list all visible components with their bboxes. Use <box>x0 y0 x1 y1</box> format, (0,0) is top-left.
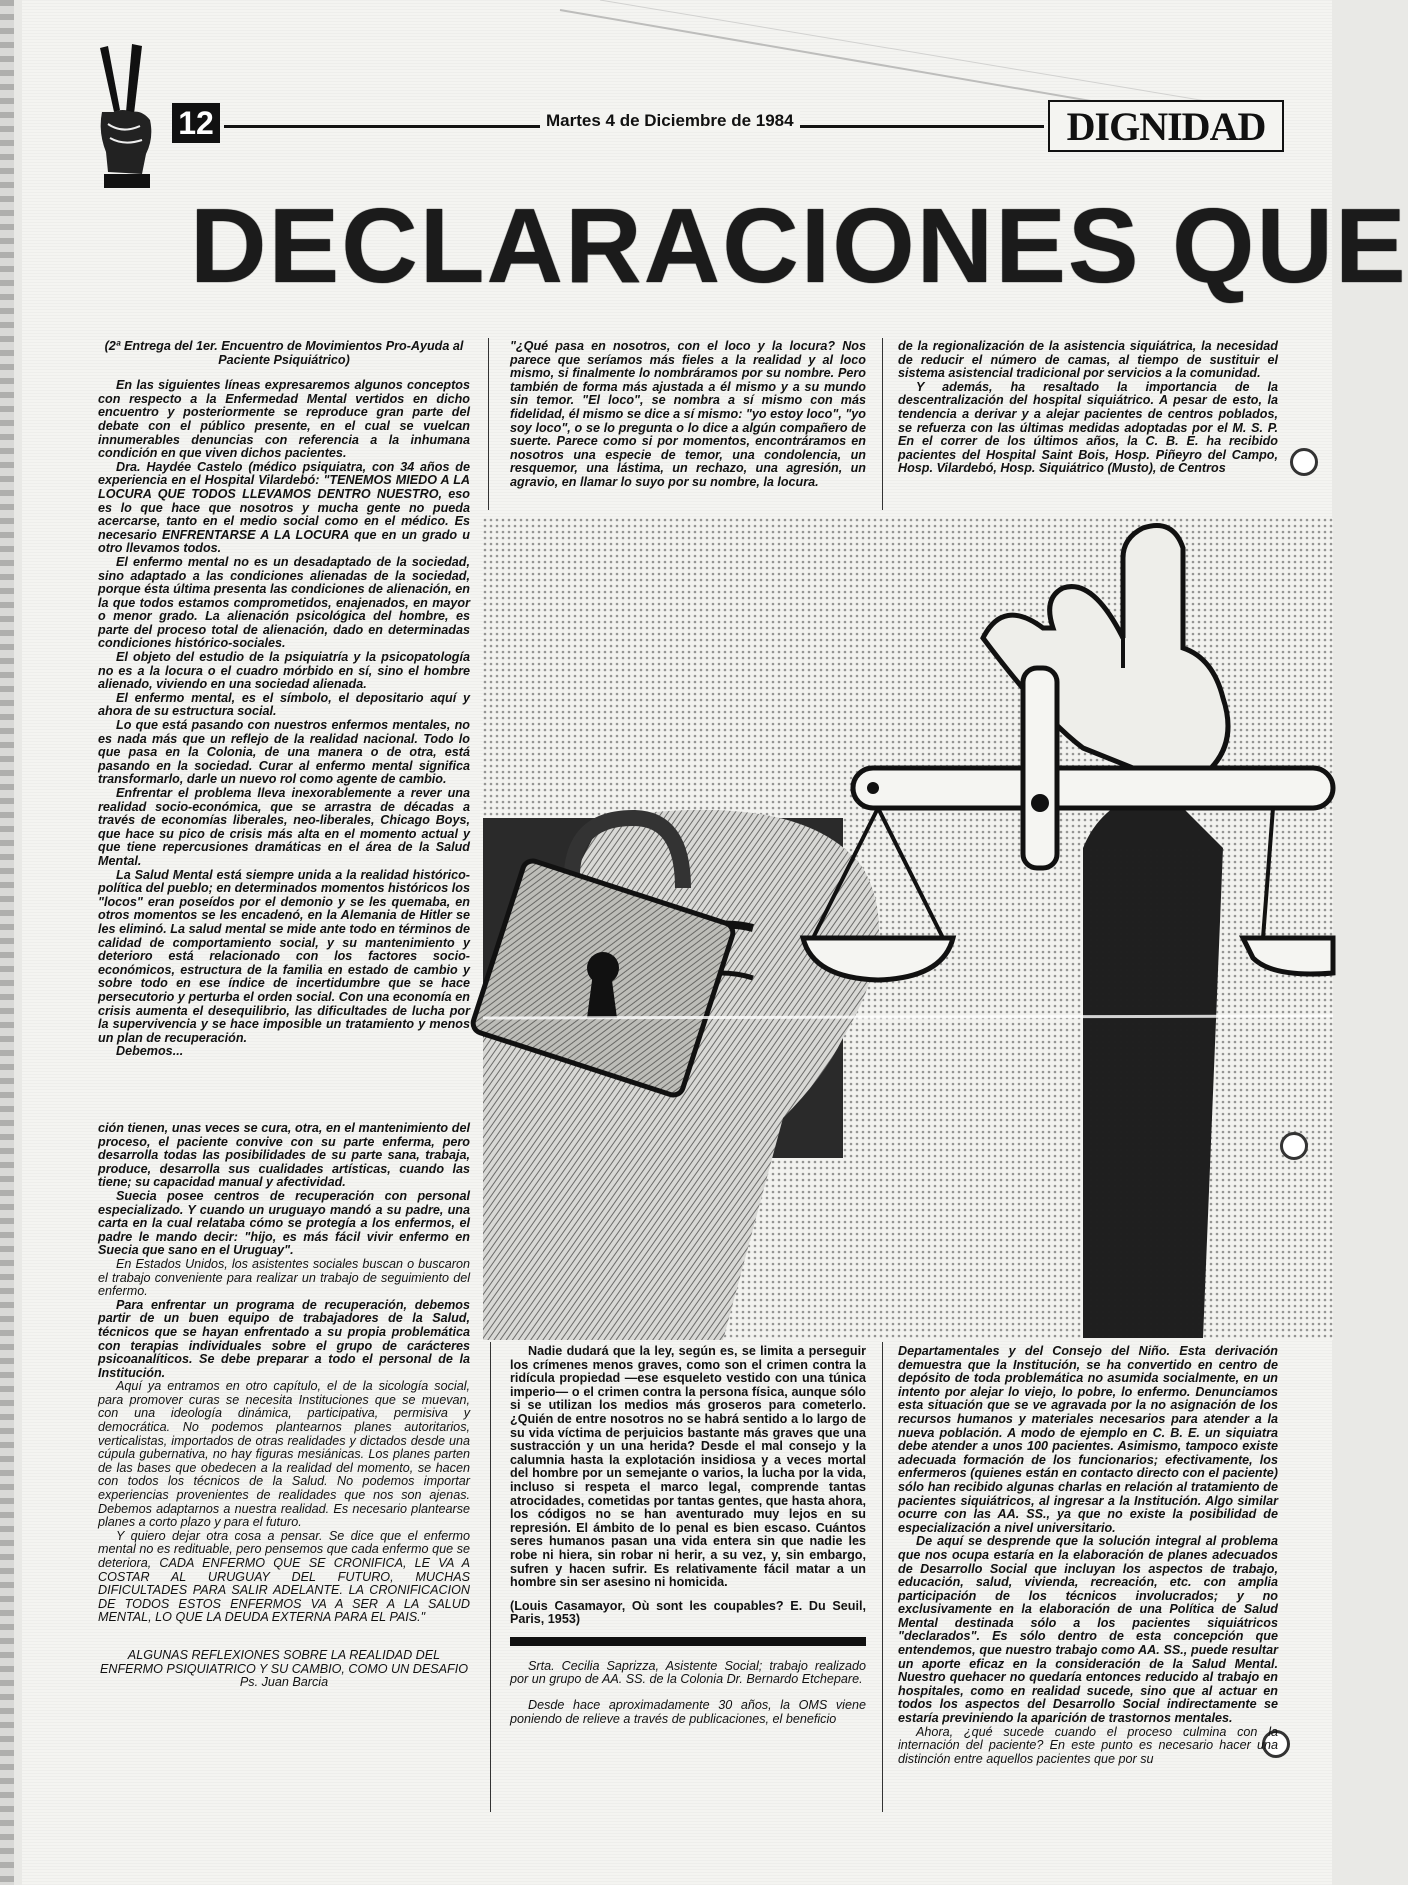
author-credit: Srta. Cecilia Saprizza, Asistente Social; trabajo realizado por un grupo de AA. SS. de la Colonia Dr. Bernardo Etchepare. <box>510 1658 866 1687</box>
column-rule <box>490 1342 491 1812</box>
article-column-1 <box>98 340 470 1130</box>
quotation-paragraph: Nadie dudará que la ley, según es, se limita a perseguir los crímenes menos graves, como son el crimen contra la ridícula propiedad —ese esqueleto vestido con una túnica imperio— o el crimen contra la persona física, aunque sólo si se utilizan los medios más groseros para cometerlo. ¿Quién de entre nosotros no se habrá sentido a lo largo de su vida víctima de perjuicios bastante más graves que una sustracción y un una herida? Desde el mal consejo y la calumnia hasta la explotación insidiosa y a veces mortal del hombre por un semejante o varios, la lucha por la vida, incluso si respeta el marco legal, comprende tantas atrocidades, cometidas por tantas gentes, que hasta ahora, los códigos no se han aventurado muy lejos en su represión. El ámbito de lo penal es bien escaso. Cuántos seres humanos pasan una vida entera sin que nadie les robe ni hiera, sin robar ni herir, a su vez, y, sin embargo, sufren y hacen sufrir. Es relativamente fácil matar a un hombre sin ser asesino ni homicida. <box>510 1344 866 1590</box>
paragraph: Departamentales y del Consejo del Niño. Esta derivación demuestra que la Institución, se ha convertido en centro de depósito de toda problemática no asumida socialmente, en un intento por alejar lo viejo, lo pobre, lo enfermo. Denunciamos esta situación que se ve agravada por la no asignación de los recursos humanos y materiales necesarios para atender a la nueva población. A modo de ejemplo en C. B. E. un siquiatra debe atender a unos 100 pacientes. Asimismo, tampoco existe adecuada formación de los funcionarios; efectivamente, los enfermeros (quienes están en contacto directo con el paciente) sólo han recibido algunas charlas en relación al tratamiento de pacientes siquiátricos, al ingresar a la Institución. Algo similar ocurre con las AA. SS., ya que no existe la posibilidad de especialización a nivel universitario. <box>898 1344 1278 1535</box>
article-column-5 <box>898 1345 1278 1815</box>
citation: (Louis Casamayor, Où sont les coupables? E. Du Seuil, Paris, 1953) <box>510 1598 866 1627</box>
binder-hole <box>1280 1132 1308 1160</box>
binder-hole <box>1290 448 1318 476</box>
paragraph: Lo que está pasando con nuestros enfermos mentales, no es nada más que un reflejo de la realidad nacional. Todo lo que pasa en la Colonia, de una manera o de otra, está pasando en la sociedad. Curar al enfermo mental significa transformarlo, darle un nuevo rol como agente de cambio. <box>98 718 470 787</box>
paragraph: Para enfrentar un programa de recuperación, debemos partir de un buen equipo de trabajadores de la Salud, técnicos que se hayan enfrentado a su propia problemática con terapias individuales sobre el grupo de carácteres psicoanalíticos. Se debe preparar a todo el personal de la Institución. <box>98 1297 470 1380</box>
paragraph: En Estados Unidos, los asistentes sociales buscan o buscaron el trabajo conveniente para realizar un trabajo de seguimiento del enfermo. <box>98 1256 470 1299</box>
paragraph: Aquí ya entramos en otro capítulo, el de la sicología social, para promover curas se necesita Instituciones que se muevan, con una ideología dinámica, participativa, permisiva y democrática. No podemos plantearnos planes autoritarios, verticalistas, importados de otras realidades y dictados desde una cúpula gubernativa, no hay figuras mesiánicas. Los planes parten de las bases que obedecen a la realidad del momento, se hacen con todos los técnicos de la Salud. No podemos importar experiencias provenientes de realidades que nos son ajenas. Debemos adaptarnos a nuestra realidad. Es necesario plantearse planes a corto plazo y para el futuro. <box>98 1379 470 1530</box>
article-column-4 <box>510 1345 866 1815</box>
column-rule <box>488 338 489 510</box>
paragraph: La Salud Mental está siempre unida a la realidad histórico-política del pueblo; en determinados momentos históricos los "locos" eran poseídos por el demonio y se les quemaba, en otros momentos se les encadenó, en la Alemania de Hitler se les eliminó. La salud mental se mide ante todo en términos de calidad de comportamiento social, y su mantenimiento y deterioro está relacionado con los factores socio-económicos, estructura de la familia en estado de cambio y sobre todo en ese índice de incertidumbre que se hace persecutorio y perturba el orden social. Con una economía en crisis aumenta el desequilibrio, las dificultades de lucha por la supervivencia y se hace imposible un tratamiento y menos un plan de recuperación. <box>98 867 470 1045</box>
paragraph: El enfermo mental, es el símbolo, el depositario aquí y ahora de su estructura social. <box>98 690 470 719</box>
article-subtitle: (2ª Entrega del 1er. Encuentro de Movimientos Pro-Ayuda al Paciente Psiquiátrico) <box>104 339 464 367</box>
paragraph: ción tienen, unas veces se cura, otra, en el mantenimiento del proceso, el paciente convive con su parte enferma, pero desarrolla todas las posibilidades de su parte sana, trabaja, produce, desarrolla sus cualidades artísticas, cuando las tiene; su capacidad manual y afectividad. <box>98 1121 470 1190</box>
paragraph: El objeto del estudio de la psiquiatría y la psicopatología no es a la locura o el cuadro mórbido en sí, sino el hombre alienado, viviendo en una sociedad alienada. <box>98 650 470 692</box>
paragraph: En las siguientes líneas expresaremos algunos conceptos con respecto a la Enfermedad Mental vertidos en dicho encuentro y posteriormente se reproduce gran parte del debate con el público presente, en el cual se vuelcan innumerables denuncias con referencia a la inhumana condición en que viven dichos pacientes. <box>98 378 470 461</box>
paragraph: Desde hace aproximadamente 30 años, la OMS viene poniendo de relieve a través de publicaciones, el beneficio <box>510 1698 866 1726</box>
issue-date: Martes 4 de Diciembre de 1984 <box>540 111 800 131</box>
article-column-3 <box>898 340 1278 510</box>
paragraph: El enfermo mental no es un desadaptado de la sociedad, sino adaptado a las condiciones alienadas de la sociedad, porque ésta última presenta las condiciones de alienación, en la que todos estamos comprometidos, enajenados, en mayor o menor grado. La alienación psicológica del hombre, es parte del proceso total de alienación, dado en determinadas condiciones histórico-sociales. <box>98 554 470 651</box>
masthead: DIGNIDAD <box>1048 100 1284 152</box>
column-rule <box>882 1342 883 1812</box>
paragraph: Dra. Haydée Castelo (médico psiquiatra, con 34 años de experiencia en el Hospital Vilardebó: "TENEMOS MIEDO A LA LOCURA QUE TODOS LLEVAMOS DENTRO NUESTRO, eso es lo que hace que nosotros y mucha gente no pueda acercarse, tanto en el medio social como en el médico. Es necesario ENFRENTARSE A LA LOCURA que en un grado u otro llevamos todos. <box>98 459 470 556</box>
page-number: 12 <box>172 103 220 143</box>
author-credit: Ps. Juan Barcia <box>239 1675 329 1690</box>
paragraph: Ahora, ¿qué sucede cuando el proceso culmina con la internación del paciente? En este punto es necesario hacer una distinción entre aquellos pacientes que por su <box>898 1724 1278 1766</box>
column-rule <box>882 338 883 510</box>
paragraph: Y quiero dejar otra cosa a pensar. Se dice que el enfermo mental no es redituable, pero pensemos que cada enfermo que se deteriora, CADA ENFERMO QUE SE CRONIFICA, LE VA A COSTAR AL URUGUAY DEL FUTURO, MUCHAS DIFICULTADES PARA SALIR ADELANTE. LA CRONIFICACION DE TODOS ESTOS ENFERMOS VA A SER A LA SALUD MENTAL, LO QUE LA DEUDA EXTERNA PARA EL PAIS." <box>98 1528 470 1625</box>
section-title: ALGUNAS REFLEXIONES SOBRE LA REALIDAD DEL ENFERMO PSIQUIATRICO Y SU CAMBIO, COMO UN DESAFIO <box>99 1647 469 1676</box>
paragraph-continuation: Debemos... <box>116 1044 184 1059</box>
paragraph: Y además, ha resaltado la importancia de la descentralización del hospital siquiátrico. A pesar de esto, la tendencia a derivar y a alejar pacientes de centros poblados, se refuerza con las últimas medidas adoptadas por el M. S. P. En el correr de los últimos años, la C. B. E. ha recibido pacientes del Hospital Saint Bois, Hosp. Piñeyro del Campo, Hosp. Vilardebó, Hosp. Siquiátrico (Musto), de Centros <box>898 379 1278 476</box>
paragraph: De aquí se desprende que la solución integral al problema que nos ocupa estaría en la elaboración de planes adecuados de Desarrollo Social que incluyan los aspectos de trabajo, educación, salud, vivienda, recreación, etc. con amplia participación de los técnicos involucrados; y no exclusivamente en la elaboración de una Política de Salud Mental destinada sólo a los pacientes siquiátricos "declarados". Es sólo dentro de esta concepción que entendemos, que nuestro trabajo como AA. SS., puede resultar un aporte eficaz en la consideración de la Salud Mental. Nuestro quehacer no quedaría entonces reducido al trabajo en hospitales, como en realidad sucede, sino que al actuar en todos los aspectos del Desarrollo Social indirectamente se estaría previniendo la aparición de trastornos mentales. <box>898 1534 1278 1726</box>
article-column-2 <box>510 340 866 510</box>
scan-edge <box>0 0 14 1885</box>
headline: DECLARACIONES QUE <box>190 187 1408 305</box>
victory-hand-logo-icon <box>92 42 158 192</box>
paragraph: de la regionalización de la asistencia siquiátrica, la necesidad de reducir el número de camas, al tiempo de sustituir el sistema asistencial tradicional por servicios a la comunidad. <box>898 339 1278 381</box>
paragraph: "¿Qué pasa en nosotros, con el loco y la locura? Nos parece que seríamos más fieles a la realidad y al loco mismo, si finalmente lo nombráramos por su nombre. Pero también de forma más ajustada a él mismo y a su mundo sin temor. "El loco", se nombra a sí mismo con más fidelidad, él mismo se dice a sí mismo: "yo estoy loco", "yo soy loco", o se lo pregunta o lo dice a algún compañero de suerte. Parece como si por momentos, encontráramos en nosotros una especie de temor, una condolencia, un resquemor, una lástima, un rechazo, una agresión, un agravio, en llamar lo suyo por su nombre, la locura. <box>510 339 866 489</box>
article-column-1-lower <box>98 1121 470 1690</box>
padlock-head-scales-illustration <box>483 518 1333 1340</box>
paragraph: Suecia posee centros de recuperación con personal especializado. Y cuando un uruguayo mandó a su padre, una carta en la cual relataba cómo se protegía a los enfermos, el padre le mando decir: "hijo, es más fácil vivir enfermo en Suecia que sano en el Uruguay". <box>98 1188 470 1258</box>
paragraph: Enfrentar el problema lleva inexorablemente a rever una realidad socio-económica, que se arrastra de décadas a través de economías liberales, neo-liberales, Chicago Boys, que hace su pico de crisis más alta en el momento actual y que tiene repercusiones dramáticas en el área de la Salud Mental. <box>98 786 470 868</box>
section-divider <box>510 1637 866 1646</box>
